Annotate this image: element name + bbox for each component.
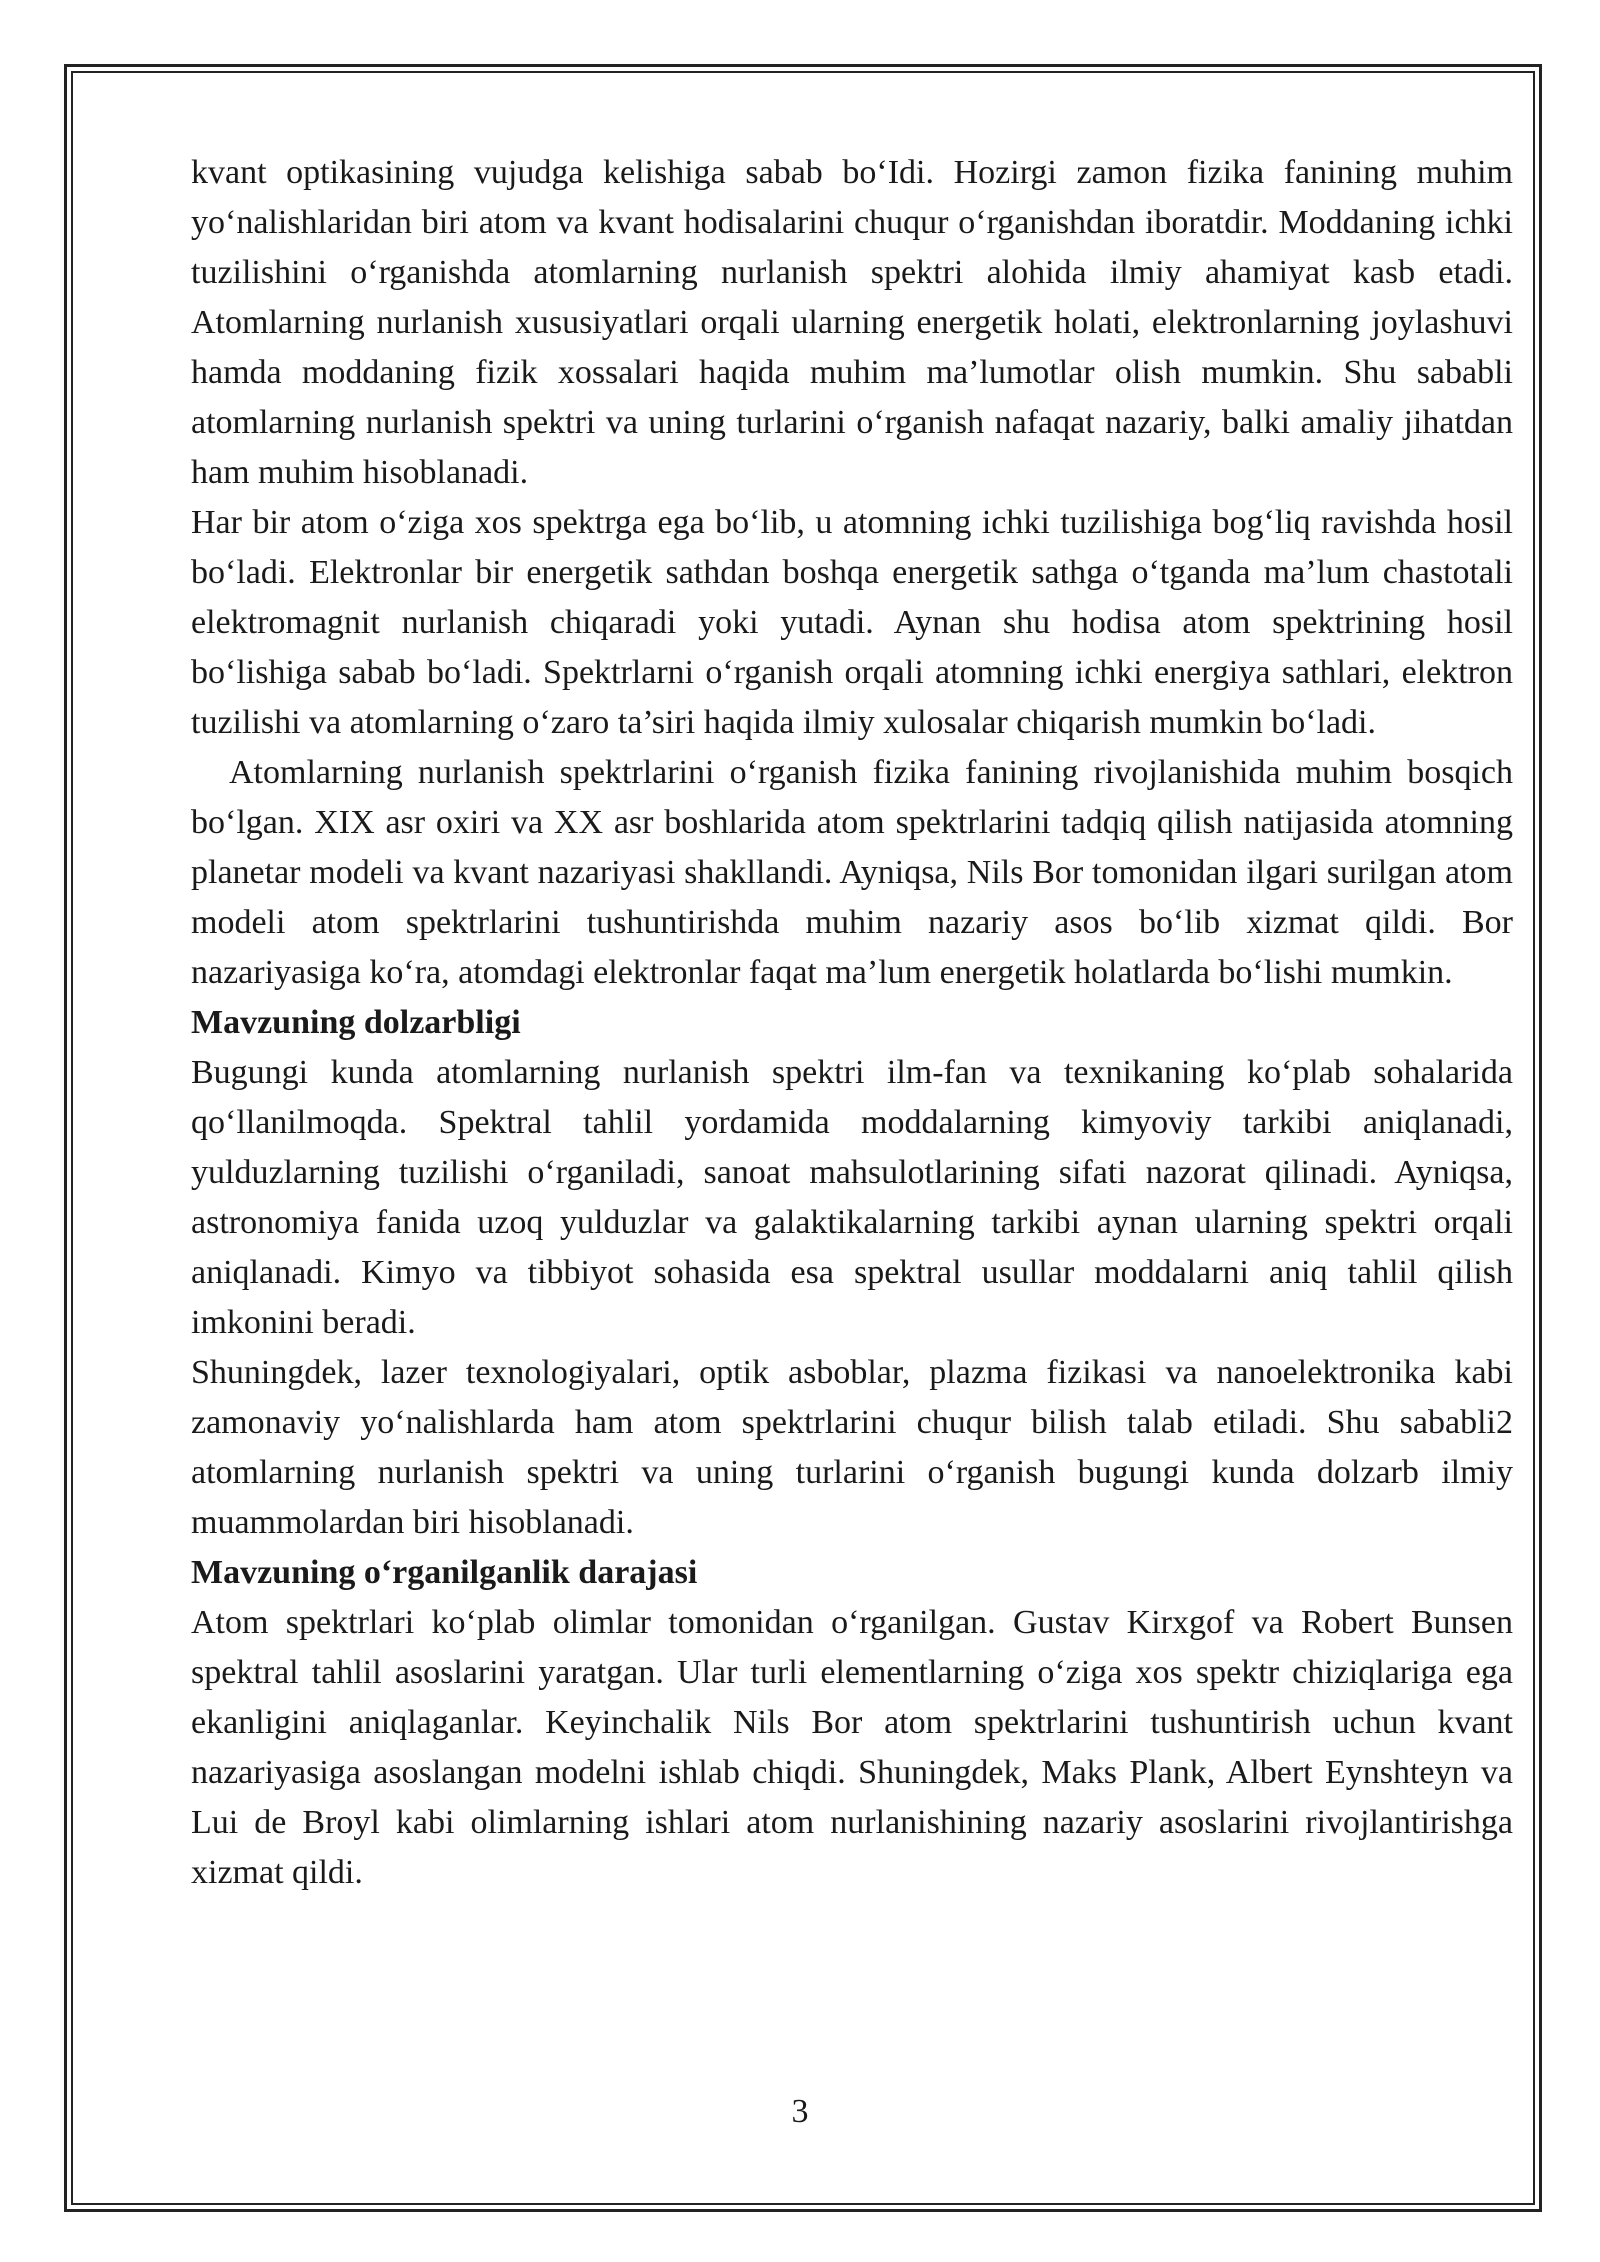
paragraph-3: Atomlarning nurlanish spektrlarini o‘rganish fizika fanining rivojlanishida muhim bosqich bo‘lgan. XIX asr oxiri va XX asr boshlarida atom spektrlarini tadqiq qilish natijasida atomning planetar modeli va kvant nazariyasi shakllandi. Ayniqsa, Nils Bor tomonidan ilgari surilgan atom modeli atom spektrlarini tushuntirishda muhim nazariy asos bo‘lib xizmat qildi. Bor nazariyasiga ko‘ra, atomdagi elektronlar faqat ma’lum energetik holatlarda bo‘lishi mumkin.: [191, 754, 1513, 991]
paragraph-5: Shuningdek, lazer texnologiyalari, optik asboblar, plazma fizikasi va nanoelektronika kabi zamonaviy yo‘nalishlarda ham atom spektrlarini chuqur bilish talab etiladi. Shu sababli2 atomlarning nurlanish spektri va uning turlarini o‘rganish bugungi kunda dolzarb ilmiy muammolardan biri hisoblanadi.: [191, 1354, 1513, 1541]
page-number: 3: [791, 2093, 809, 2130]
section-heading-study-level: Mavzuning o‘rganilganlik darajasi: [191, 1554, 698, 1591]
paragraph-4: Bugungi kunda atomlarning nurlanish spektri ilm-fan va texnikaning ko‘plab sohalarida qo‘llanilmoqda. Spektral tahlil yordamida moddalarning kimyoviy tarkibi aniqlanadi, yulduzlarning tuzilishi o‘rganiladi, sanoat mahsulotlarining sifati nazorat qilinadi. Ayniqsa, astronomiya fanida uzoq yulduzlar va galaktikalarning tarkibi aynan ularning spektri orqali aniqlanadi. Kimyo va tibbiyot sohasida esa spektral usullar moddalarni aniq tahlil qilish imkonini beradi.: [191, 1054, 1513, 1341]
document-body: [191, 148, 1513, 1898]
paragraph-1: kvant optikasining vujudga kelishiga sabab bo‘Idi. Hozirgi zamon fizika fanining muhim yo‘nalishlaridan biri atom va kvant hodisalarini chuqur o‘rganishdan iboratdir. Moddaning ichki tuzilishini o‘rganishda atomlarning nurlanish spektri alohida ilmiy ahamiyat kasb etadi. Atomlarning nurlanish xususiyatlari orqali ularning energetik holati, elektronlarning joylashuvi hamda moddaning fizik xossalari haqida muhim ma’lumotlar olish mumkin. Shu sababli atomlarning nurlanish spektri va uning turlarini o‘rganish nafaqat nazariy, balki amaliy jihatdan ham muhim hisoblanadi.: [191, 154, 1513, 491]
section-heading-relevance: Mavzuning dolzarbligi: [191, 1004, 521, 1041]
paragraph-6: Atom spektrlari ko‘plab olimlar tomonidan o‘rganilgan. Gustav Kirxgof va Robert Bunsen spektral tahlil asoslarini yaratgan. Ular turli elementlarning o‘ziga xos spektr chiziqlariga ega ekanligini aniqlaganlar. Keyinchalik Nils Bor atom spektrlarini tushuntirish uchun kvant nazariyasiga asoslangan modelni ishlab chiqdi. Shuningdek, Maks Plank, Albert Eynshteyn va Lui de Broyl kabi olimlarning ishlari atom nurlanishining nazariy asoslarini rivojlantirishga xizmat qildi.: [191, 1604, 1513, 1891]
paragraph-2: Har bir atom o‘ziga xos spektrga ega bo‘lib, u atomning ichki tuzilishiga bog‘liq ravishda hosil bo‘ladi. Elektronlar bir energetik sathdan boshqa energetik sathga o‘tganda ma’lum chastotali elektromagnit nurlanish chiqaradi yoki yutadi. Aynan shu hodisa atom spektrining hosil bo‘lishiga sabab bo‘ladi. Spektrlarni o‘rganish orqali atomning ichki energiya sathlari, elektron tuzilishi va atomlarning o‘zaro ta’siri haqida ilmiy xulosalar chiqarish mumkin bo‘ladi.: [191, 504, 1513, 741]
